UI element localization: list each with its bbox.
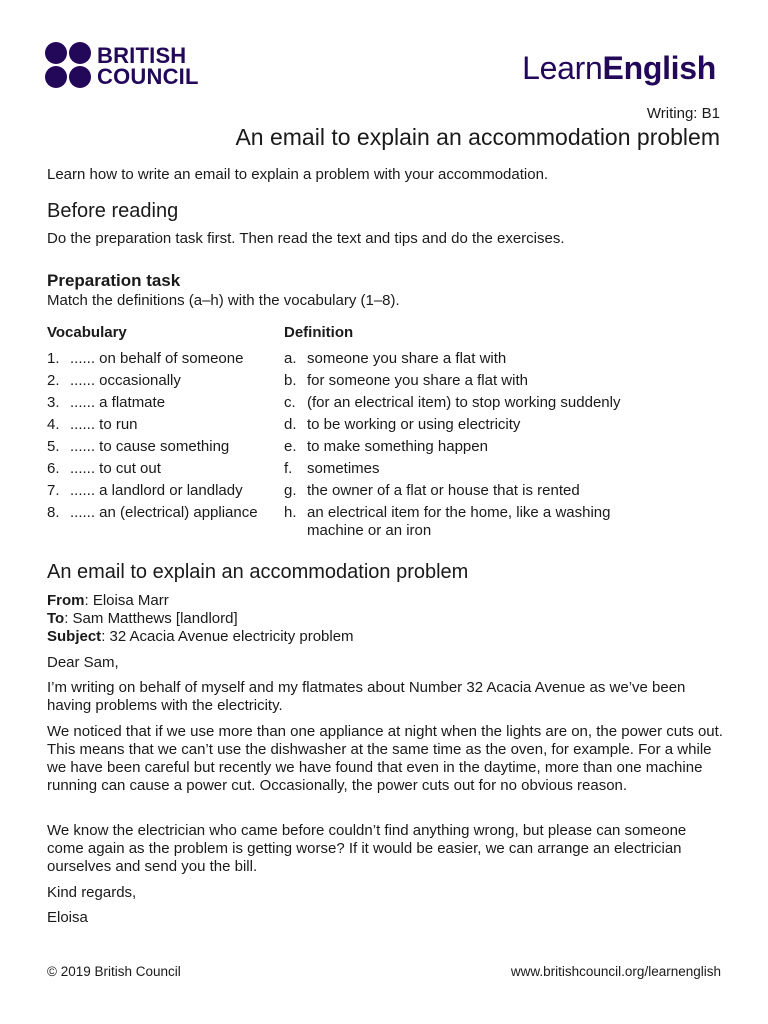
logo-line-1: BRITISH bbox=[97, 43, 187, 68]
vocabulary-header: Vocabulary bbox=[47, 324, 127, 341]
vocab-item: ...... to cause something bbox=[70, 438, 230, 455]
british-council-logo bbox=[45, 42, 199, 90]
email-paragraph-1: I’m writing on behalf of myself and my flatmates about Number 32 Acacia Avenue as we’ve been having problems with the electricity. bbox=[47, 679, 686, 714]
vocab-number: 8. bbox=[47, 504, 60, 521]
vocab-number: 2. bbox=[47, 372, 60, 389]
email-paragraph-2: We noticed that if we use more than one appliance at night when the lights are on, the power cuts out. This means that we can’t use the dishwasher at the same time as the oven, for example. For a while we have been careful but recently we have found that even in the daytime, more than one machine running can cause a power cut. Occasionally, the power cuts out for no obvious reason. bbox=[47, 723, 723, 794]
definition-item: someone you share a flat with bbox=[307, 350, 507, 367]
definition-item: an electrical item for the home, like a washing machine or an iron bbox=[307, 504, 611, 539]
logo-dots-icon bbox=[45, 42, 93, 90]
email-from bbox=[47, 592, 727, 610]
definition-letter: b. bbox=[284, 372, 297, 389]
vocab-item: ...... to cut out bbox=[70, 460, 161, 477]
definition-item: to be working or using electricity bbox=[307, 416, 521, 433]
footer-copyright: © 2019 British Council bbox=[47, 964, 181, 979]
vocab-number: 1. bbox=[47, 350, 60, 367]
definition-letter: f. bbox=[284, 460, 293, 477]
definition-letter: d. bbox=[284, 416, 297, 433]
definition-item: for someone you share a flat with bbox=[307, 372, 528, 389]
learn-light-text: Learn bbox=[522, 50, 603, 86]
definition-letter: g. bbox=[284, 482, 297, 499]
vocab-number: 3. bbox=[47, 394, 60, 411]
email-greeting: Dear Sam, bbox=[47, 654, 119, 671]
definition-letter: e. bbox=[284, 438, 297, 455]
vocab-number: 5. bbox=[47, 438, 60, 455]
vocab-item: ...... a landlord or landlady bbox=[70, 482, 243, 499]
definition-item: (for an electrical item) to stop working suddenly bbox=[307, 394, 621, 411]
vocab-item: ...... to run bbox=[70, 416, 138, 433]
email-signoff: Kind regards, bbox=[47, 884, 137, 901]
vocab-number: 6. bbox=[47, 460, 60, 477]
preparation-instruction: Match the definitions (a–h) with the vocabulary (1–8). bbox=[47, 292, 400, 309]
email-subject bbox=[47, 628, 727, 646]
vocab-item: ...... an (electrical) appliance bbox=[70, 504, 258, 521]
definition-item: sometimes bbox=[307, 460, 380, 477]
learnenglish-logo bbox=[522, 50, 716, 87]
definition-letter: a. bbox=[284, 350, 297, 367]
to-value: : Sam Matthews [landlord] bbox=[64, 610, 238, 627]
definition-letter: h. bbox=[284, 504, 297, 521]
definition-header: Definition bbox=[284, 324, 354, 341]
definition-letter: c. bbox=[284, 394, 296, 411]
definition-item: the owner of a flat or house that is rented bbox=[307, 482, 580, 499]
vocab-number: 4. bbox=[47, 416, 60, 433]
learn-bold-text: English bbox=[602, 50, 716, 86]
email-signature: Eloisa bbox=[47, 909, 88, 926]
preparation-heading: Preparation task bbox=[47, 271, 181, 290]
vocab-item: ...... occasionally bbox=[70, 372, 181, 389]
to-label: To bbox=[47, 610, 65, 627]
from-label: From bbox=[47, 592, 85, 609]
before-reading-text: Do the preparation task first. Then read the text and tips and do the exercises. bbox=[47, 230, 565, 247]
subject-label: Subject bbox=[47, 628, 102, 645]
subject-value: : 32 Acacia Avenue electricity problem bbox=[101, 628, 354, 645]
logo-line-2: COUNCIL bbox=[97, 64, 199, 89]
vocab-item: ...... on behalf of someone bbox=[70, 350, 244, 367]
page-title: An email to explain an accommodation problem bbox=[235, 124, 720, 150]
vocab-number: 7. bbox=[47, 482, 60, 499]
before-reading-heading: Before reading bbox=[47, 200, 179, 222]
from-value: : Eloisa Marr bbox=[84, 592, 169, 609]
definition-item: to make something happen bbox=[307, 438, 488, 455]
email-heading: An email to explain an accommodation problem bbox=[47, 561, 469, 583]
email-paragraph-3: We know the electrician who came before couldn’t find anything wrong, but please can someone come again as the problem is getting worse? If it would be easier, we can arrange an electrician ourselves and send you the bill. bbox=[47, 822, 687, 875]
footer-url[interactable]: www.britishcouncil.org/learnenglish bbox=[510, 964, 721, 979]
logo-text bbox=[97, 45, 199, 87]
intro-text: Learn how to write an email to explain a problem with your accommodation. bbox=[47, 166, 549, 183]
level-label: Writing: B1 bbox=[646, 105, 720, 122]
vocab-item: ...... a flatmate bbox=[70, 394, 166, 411]
email-to bbox=[47, 610, 727, 628]
